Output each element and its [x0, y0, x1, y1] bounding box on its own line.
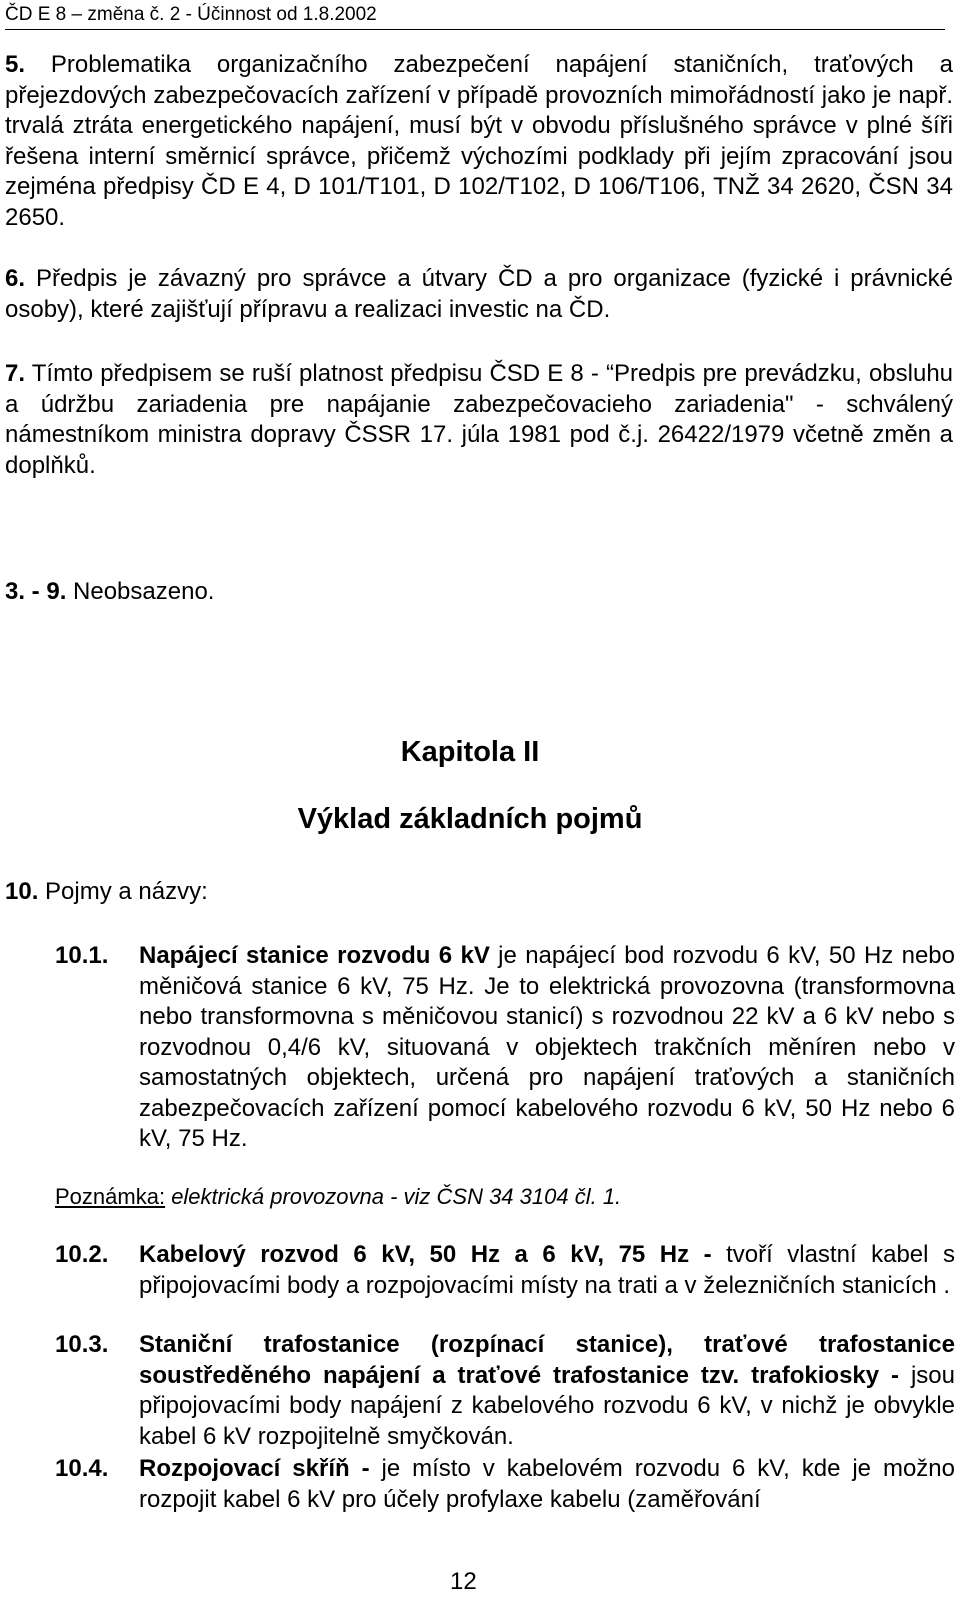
definition-number: 10.1. [55, 942, 109, 969]
paragraph-number: 7. [5, 360, 26, 387]
paragraph-number: 10. [5, 878, 39, 905]
definition-body [139, 941, 955, 1155]
definition-10-1 [55, 941, 955, 1161]
definition-text: je místo v kabelovém rozvodu 6 kV, kde je možno rozpojit kabel 6 kV pro účely profylaxe kabelu (zaměřování [139, 1455, 955, 1513]
paragraph-text: Neobsazeno. [73, 578, 215, 605]
page-number: 12 [450, 1568, 477, 1595]
definition-number: 10.3. [55, 1331, 109, 1358]
paragraph-6 [5, 264, 953, 325]
chapter-subtitle: Výklad základních pojmů [297, 803, 643, 835]
definition-text: tvoří vlastní kabel s připojovacími body a rozpojovacími místy na trati a v železničních stanicích . [139, 1241, 955, 1299]
definition-10-3 [55, 1330, 955, 1454]
paragraph-number: 3. - 9. [5, 578, 67, 605]
definition-body [139, 1240, 955, 1301]
definition-term: Staniční trafostanice (rozpínací stanice), traťové trafostanice soustředěného napájení a traťové trafostanice tzv. trafokiosky - [139, 1331, 955, 1389]
paragraph-text: Pojmy a názvy: [45, 878, 208, 905]
note [55, 1182, 621, 1212]
paragraph-text: Tímto předpisem se ruší platnost předpisu ČSD E 8 - “Predpis pre prevádzku, obsluhu a údržbu zariadenia pre napájanie zabezpečovacieho zariadenia" - schválený námestníkom ministra dopravy ČSSR 17. júla 1981 pod č.j. 26422/1979 včetně změn a doplňků. [5, 360, 954, 479]
paragraph-10 [5, 877, 953, 908]
paragraph-text: Problematika organizačního zabezpečení napájení staničních, traťových a přejezdových zabezpečovacích zařízení v případě provozních mimořádností jako je např. trvalá ztráta energetického napájení, musí být v obvodu příslušného správce v plné šíři řešena interní směrnicí správce, přičemž výchozími podklady při jejím zpracování jsou zejména předpisy ČD E 4, D 101/T101, D 102/T102, D 106/T106, TNŽ 34 2620, ČSN 34 2650. [5, 51, 954, 231]
chapter-title: Kapitola II [400, 736, 540, 768]
page-header: ČD E 8 – změna č. 2 - Účinnost od 1.8.2002 [5, 2, 945, 30]
definition-body [139, 1330, 955, 1452]
definition-term: Rozpojovací skříň - [139, 1455, 370, 1482]
note-text: elektrická provozovna - viz ČSN 34 3104 čl. 1. [171, 1184, 622, 1209]
paragraph-number: 5. [5, 51, 26, 78]
paragraph-text: Předpis je závazný pro správce a útvary ČD a pro organizace (fyzické i právnické osoby), které zajišťují přípravu a realizaci investic na ČD. [5, 265, 954, 323]
paragraph-3-9 [5, 577, 953, 608]
paragraph-5 [5, 50, 953, 233]
note-label: Poznámka: [55, 1184, 166, 1209]
definition-term: Kabelový rozvod 6 kV, 50 Hz a 6 kV, 75 Hz - [139, 1241, 712, 1268]
paragraph-7 [5, 359, 953, 481]
paragraph-number: 6. [5, 265, 26, 292]
definition-10-4 [55, 1454, 955, 1518]
definition-text: jsou připojovacími body napájení z kabelového rozvodu 6 kV, v nichž je obvykle kabel 6 kV rozpojitelně smyčkován. [139, 1361, 955, 1450]
definition-text: je napájecí bod rozvodu 6 kV, 50 Hz nebo měničová stanice 6 kV, 75 Hz. Je to elektrická provozovna (transformovna nebo transformovna s měničovou stanicí) s rozvodnou 22 kV a 6 kV nebo s rozvodnou 0,4/6 kV, situovaná v objektech trakčních měníren nebo v samostatných objektech, určená pro napájení traťových a staničních zabezpečovacích zařízení pomocí kabelového rozvodu 6 kV, 50 Hz nebo 6 kV, 75 Hz. [139, 942, 956, 1152]
definition-number: 10.2. [55, 1241, 109, 1268]
definition-number: 10.4. [55, 1455, 109, 1482]
definition-term: Napájecí stanice rozvodu 6 kV [139, 942, 490, 969]
definition-10-2 [55, 1240, 955, 1332]
definition-body [139, 1454, 955, 1515]
